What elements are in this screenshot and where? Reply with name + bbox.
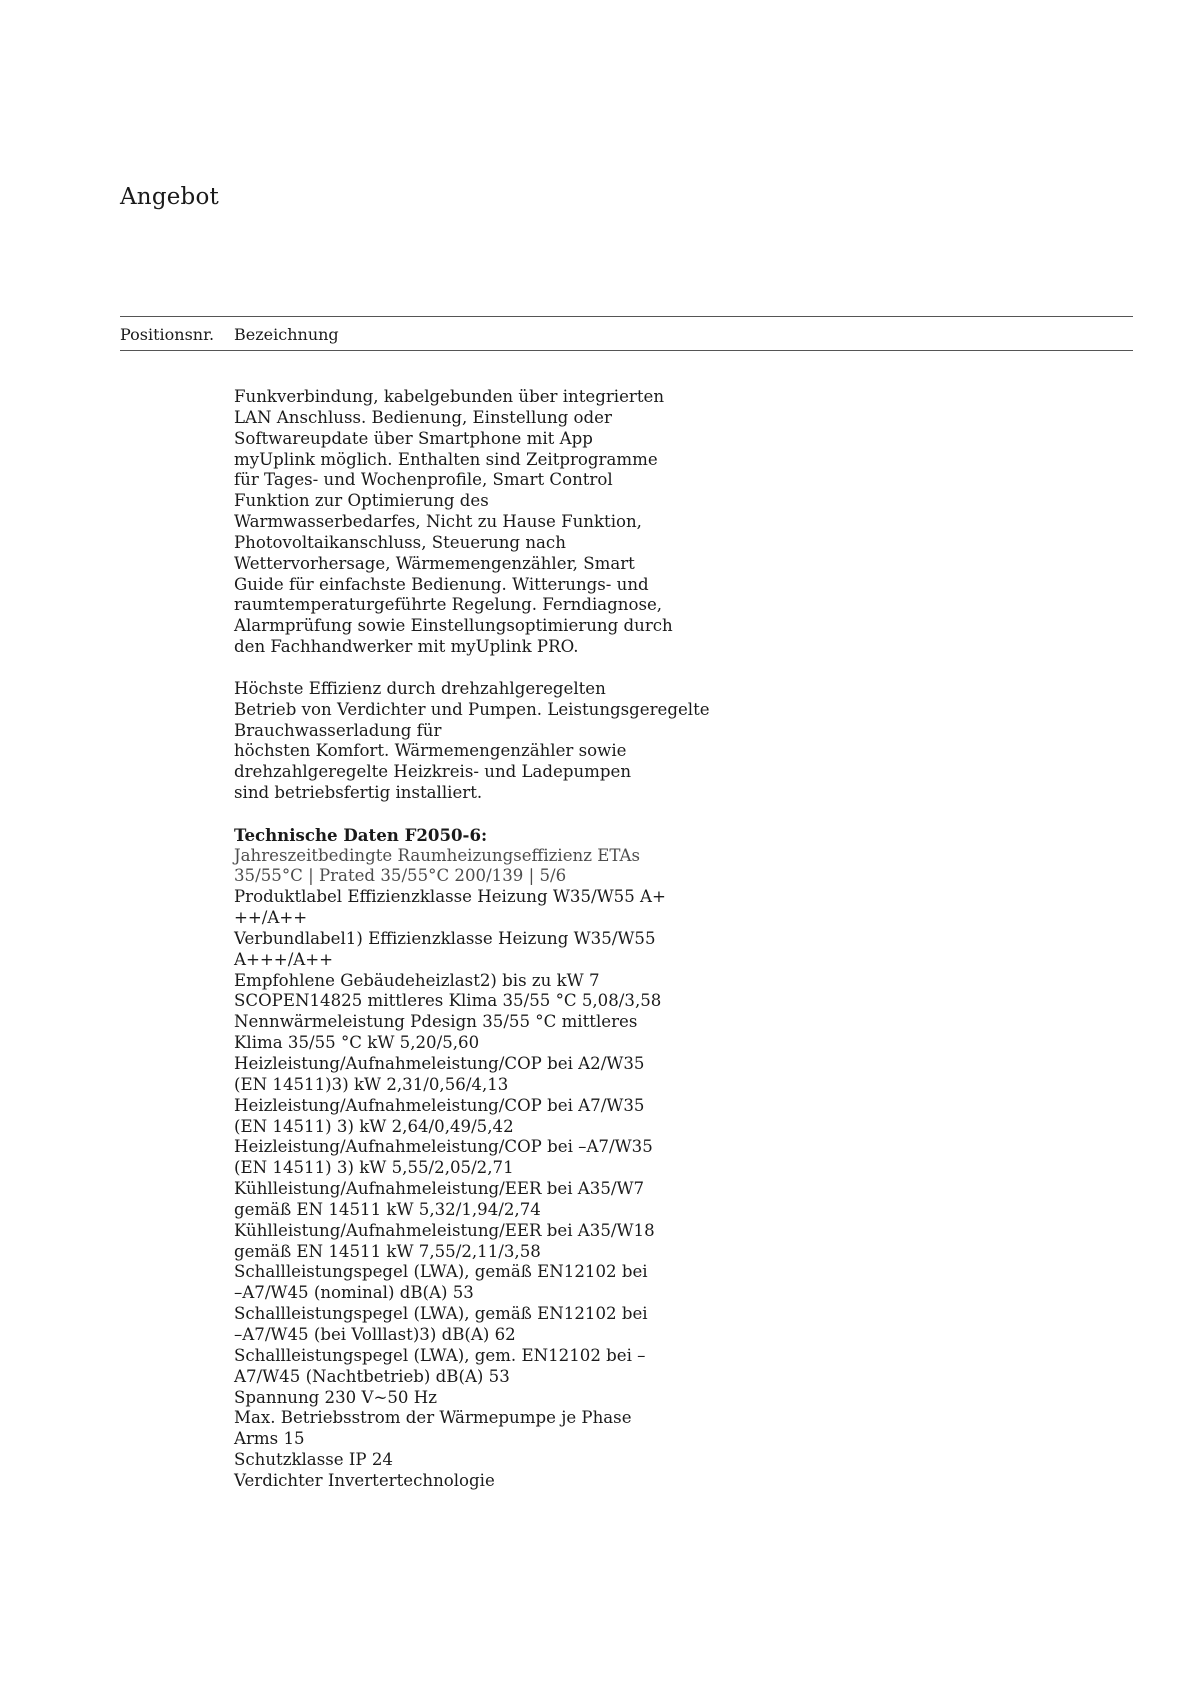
tech-line-scop: SCOPEN14825 mittleres Klima 35/55 °C 5,08/3,58 xyxy=(234,991,662,1011)
tech-line-product-label: Produktlabel Effizienzklasse Heizung W35/W55 A+ ++/A++ xyxy=(234,887,666,928)
technical-data-list xyxy=(234,846,794,1492)
page-title: Angebot xyxy=(120,184,219,210)
tech-line-voltage: Spannung 230 V~50 Hz xyxy=(234,1387,437,1407)
tech-line-cop-minus-a7w35: Heizleistung/Aufnahmeleistung/COP bei –A7/W35 (EN 14511) 3) kW 5,55/2,05/2,71 xyxy=(234,1137,653,1178)
tech-line-operating-current: Max. Betriebsstrom der Wärmepumpe je Phase Arms 15 xyxy=(234,1408,632,1449)
tech-line-cop-a7w35: Heizleistung/Aufnahmeleistung/COP bei A7/W35 (EN 14511) 3) kW 2,64/0,49/5,42 xyxy=(234,1095,645,1136)
table-header-bottom-divider xyxy=(120,350,1133,351)
tech-line-heat-load: Empfohlene Gebäudeheizlast2) bis zu kW 7 xyxy=(234,970,600,990)
tech-line-sound-nominal: Schallleistungspegel (LWA), gemäß EN12102 bei –A7/W45 (nominal) dB(A) 53 xyxy=(234,1262,648,1303)
tech-line-package-label: Verbundlabel1) Effizienzklasse Heizung W35/W55 A+++/A++ xyxy=(234,928,656,969)
description-paragraph-connectivity: Funkverbindung, kabelgebunden über integrierten LAN Anschluss. Bedienung, Einstellung oder Softwareupdate über Smartphone mit App myUplink möglich. Enthalten sind Zeitprogramme für Tages- und Wochenprofile, Smart Control Funktion zur Optimierung des Warmwasserbedarfes, Nicht zu Hause Funktion, Photovoltaikanschluss, Steuerung nach Wettervorhersage, Wärmemengenzähler, Smart Guide für einfachste Bedienung. Witterungs- und raumtemperaturgeführte Regelung. Ferndiagnose, Alarmprüfung sowie Einstellungsoptimierung durch den Fachhandwerker mit myUplink PRO. xyxy=(234,387,673,657)
tech-line-compressor: Verdichter Invertertechnologie xyxy=(234,1470,495,1490)
description-paragraph-efficiency: Höchste Effizienz durch drehzahlgeregelten Betrieb von Verdichter und Pumpen. Leistungsgeregelte Brauchwasserladung für höchsten Komfort. Wärmemengenzähler sowie drehzahlgeregelte Heizkreis- und Ladepumpen sind betriebsfertig installiert. xyxy=(234,678,710,803)
tech-line-sound-night: Schallleistungspegel (LWA), gem. EN12102 bei – A7/W45 (Nachtbetrieb) dB(A) 53 xyxy=(234,1345,646,1386)
tech-line-protection-class: Schutzklasse IP 24 xyxy=(234,1450,393,1470)
tech-line-eer-a35w18: Kühlleistung/Aufnahmeleistung/EER bei A35/W18 gemäß EN 14511 kW 7,55/2,11/3,58 xyxy=(234,1220,655,1261)
technical-data-heading: Technische Daten F2050-6: xyxy=(234,824,488,845)
tech-line-eer-a35w7: Kühlleistung/Aufnahmeleistung/EER bei A35/W7 gemäß EN 14511 kW 5,32/1,94/2,74 xyxy=(234,1179,645,1219)
column-header-position: Positionsnr. xyxy=(120,325,215,344)
tech-line-pdesign: Nennwärmeleistung Pdesign 35/55 °C mittleres Klima 35/55 °C kW 5,20/5,60 xyxy=(234,1012,638,1053)
tech-line-sound-full-load: Schallleistungspegel (LWA), gemäß EN12102 bei –A7/W45 (bei Volllast)3) dB(A) 62 xyxy=(234,1304,648,1344)
tech-line-cop-a2w35: Heizleistung/Aufnahmeleistung/COP bei A2/W35 (EN 14511)3) kW 2,31/0,56/4,13 xyxy=(234,1054,645,1094)
tech-line-etas: Jahreszeitbedingte Raumheizungseffizienz ETAs 35/55°C | Prated 35/55°C 200/139 | 5/6 xyxy=(234,845,641,886)
table-header-top-divider xyxy=(120,316,1133,317)
position-description xyxy=(234,387,794,1492)
column-header-description: Bezeichnung xyxy=(234,325,339,344)
